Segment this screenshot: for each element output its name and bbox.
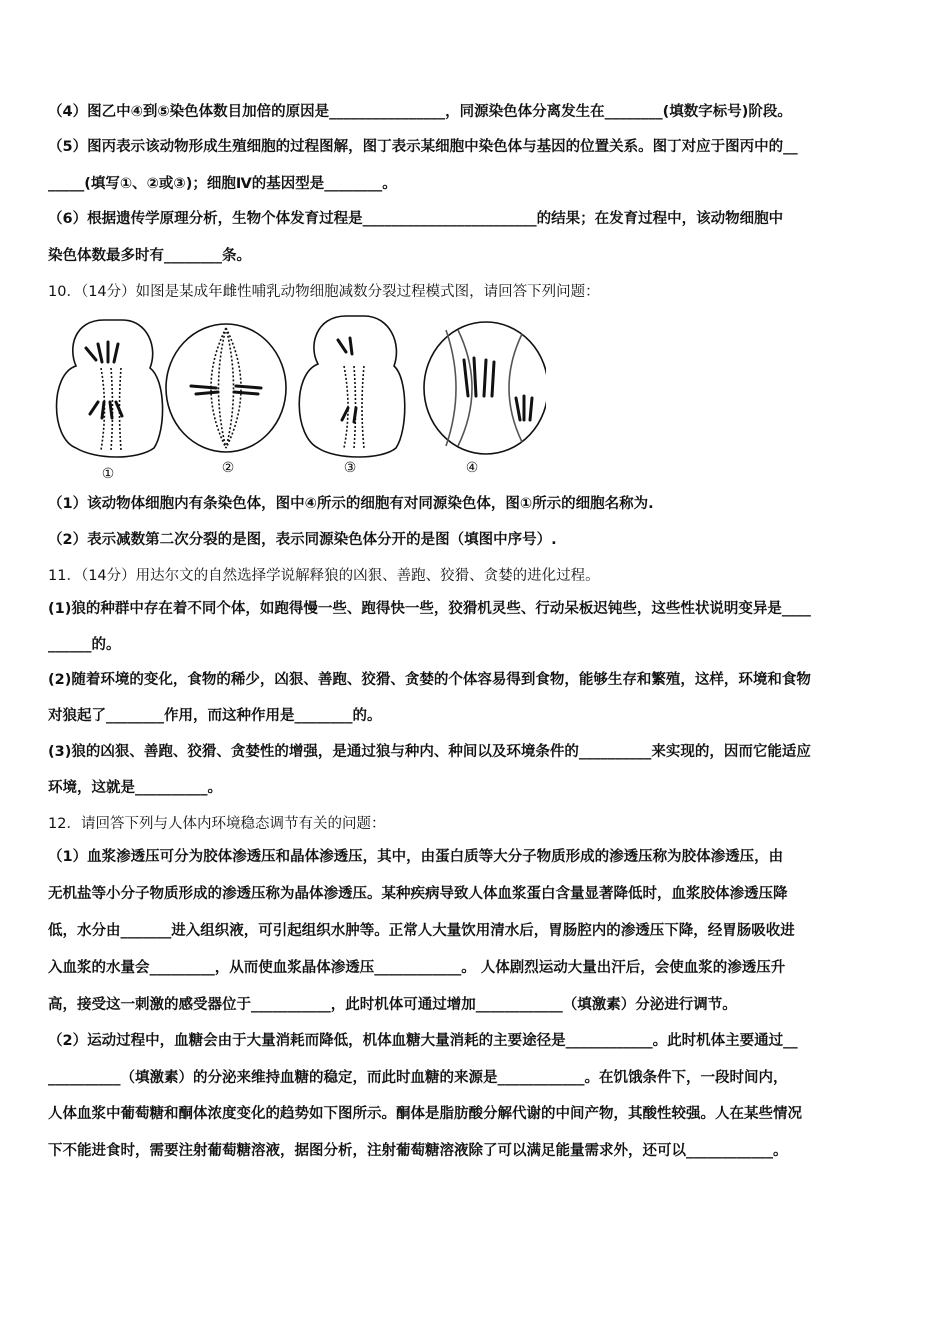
cell-label-3: ③ bbox=[343, 460, 357, 476]
cell-label-4: ④ bbox=[465, 460, 479, 476]
q12-part2-line1: （2）运动过程中，血糖会由于大量消耗而降低，机体血糖大量消耗的主要途径是____________。此时机体主要通过__ bbox=[48, 1033, 798, 1049]
q12-part2-line2: __________（填激素）的分泌来维持血糖的稳定，而此时血糖的来源是____________。在饥饿条件下，一段时间内， bbox=[48, 1070, 788, 1086]
q11-part2-line1: (2)随着环境的变化，食物的稀少，凶狠、善跑、狡猾、贪婪的个体容易得到食物，能够生存和繁殖，这样，环境和食物 bbox=[48, 672, 811, 688]
q12-part1-line1: （1）血浆渗透压可分为胶体渗透压和晶体渗透压，其中，由蛋白质等大分子物质形成的渗透压称为胶体渗透压，由 bbox=[48, 849, 784, 865]
q12-part1-line2: 无机盐等小分子物质形成的渗透压称为晶体渗透压。某种疾病导致人体血浆蛋白含量显著降低时，血浆胶体渗透压降 bbox=[48, 886, 788, 902]
q12-part1-line5: 高，接受这一刺激的感受器位于___________，此时机体可通过增加____________（填激素）分泌进行调节。 bbox=[48, 997, 737, 1013]
cell-2-illustration bbox=[166, 324, 286, 452]
q12-part1-line4: 入血浆的水量会_________，从而使血浆晶体渗透压____________。 人体剧烈运动大量出汗后，会使血浆的渗透压升 bbox=[48, 960, 786, 976]
q12-stem: 12．请回答下列与人体内环境稳态调节有关的问题： bbox=[48, 816, 386, 832]
q12-part1-line3: 低，水分由_______进入组织液，可引起组织水肿等。正常人大量饮用清水后，胃肠腔内的渗透压下降，经胃肠吸收进 bbox=[48, 923, 795, 939]
q9-part4: （4）图乙中④到⑤染色体数目加倍的原因是________________，同源染色体分离发生在________(填数字标号)阶段。 bbox=[48, 104, 792, 120]
q11-part1-line2: ______的。 bbox=[48, 637, 121, 653]
q11-part1-line1: (1)狼的种群中存在着不同个体，如跑得慢一些、跑得快一些，狡猾机灵些、行动呆板迟钝些，这些性状说明变异是____ bbox=[48, 601, 811, 617]
q12-part2-line3: 人体血浆中葡萄糖和酮体浓度变化的趋势如下图所示。酮体是脂肪酸分解代谢的中间产物，其酸性较强。人在某些情况 bbox=[48, 1106, 802, 1122]
q11-part3-line2: 环境，这就是__________。 bbox=[48, 780, 222, 796]
q9-part5-line2: _____(填写①、②或③)；细胞Ⅳ的基因型是________。 bbox=[48, 176, 397, 192]
meiosis-figure bbox=[46, 308, 546, 484]
q9-part5-line1: （5）图丙表示该动物形成生殖细胞的过程图解，图丁表示某细胞中染色体与基因的位置关系。图丁对应于图丙中的__ bbox=[48, 139, 798, 155]
q9-part6-line2: 染色体数最多时有________条。 bbox=[48, 248, 251, 264]
cell-3-illustration bbox=[299, 316, 405, 457]
q10-stem: 10．（14分）如图是某成年雌性哺乳动物细胞减数分裂过程模式图，请回答下列问题： bbox=[48, 284, 600, 300]
q11-part3-line1: (3)狼的凶狠、善跑、狡猾、贪婪性的增强，是通过狼与种内、种间以及环境条件的__________来实现的，因而它能适应 bbox=[48, 744, 811, 760]
q10-part2: （2）表示减数第二次分裂的是图，表示同源染色体分开的是图（填图中序号）. bbox=[48, 532, 557, 548]
q12-part2-line4: 下不能进食时，需要注射葡萄糖溶液，据图分析，注射葡萄糖溶液除了可以满足能量需求外，还可以____________。 bbox=[48, 1143, 788, 1159]
q11-part2-line2: 对狼起了________作用，而这种作用是________的。 bbox=[48, 708, 382, 724]
cell-label-1: ① bbox=[101, 466, 115, 482]
cell-label-2: ② bbox=[221, 460, 235, 476]
q10-part1: （1）该动物体细胞内有条染色体，图中④所示的细胞有对同源染色体，图①所示的细胞名称为. bbox=[48, 496, 654, 512]
q9-part6-line1: （6）根据遗传学原理分析，生物个体发育过程是________________________的结果；在发育过程中，该动物细胞中 bbox=[48, 211, 784, 227]
q11-stem: 11．（14分）用达尔文的自然选择学说解释狼的凶狠、善跑、狡猾、贪婪的进化过程。 bbox=[48, 568, 600, 584]
cell-1-illustration bbox=[57, 320, 163, 457]
